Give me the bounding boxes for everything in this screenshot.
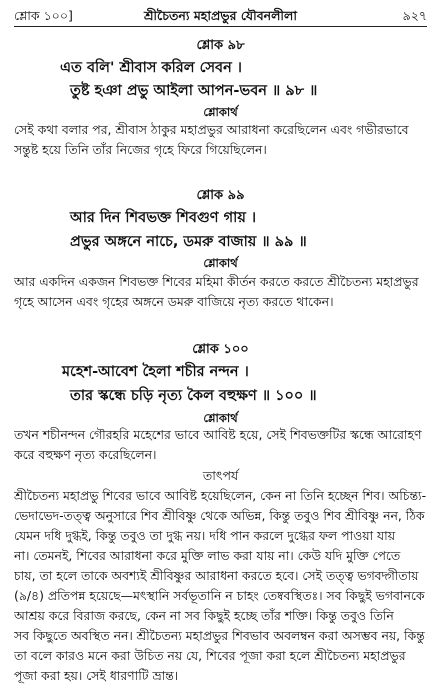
header-chapter-title: শ্রীচৈতন্য মহাপ্রভুর যৌবনলীলা <box>144 8 297 23</box>
translation-title-98: শ্লোকার্থ <box>203 105 238 119</box>
verse-100-line-2: তার স্কন্ধে চড়ি নৃত্য কৈল বহুক্ষণ ॥ ১০০ ॥ <box>70 388 317 404</box>
translation-100-line-2: করে বহুক্ষণ নৃত্য করেছিলেন। <box>14 447 157 462</box>
purport-line: সব কিছুতে অবস্থিত নন। শ্রীচৈতন্য মহাপ্রভুর শিবভাব অবলম্বন করা অসম্ভব নয়, কিন্তু <box>14 628 425 643</box>
purport-line: যেমন দধি দুগ্ধই, কিন্তু তবুও তা দুগ্ধ নয়। দধি পান করলে দুগ্ধের ফল পাওয়া যায় <box>14 528 396 543</box>
translation-99 <box>14 272 427 312</box>
translation-99-line-2: গৃহে আসেন এবং গৃহের অঙ্গনে ডমরু বাজিয়ে নৃত্য করতে থাকেন। <box>14 294 334 309</box>
translation-100-line-1: তখন শচীনন্দন গৌরহরি মহেশের ভাবে আবিষ্ট হয়ে, সেই শিবভক্তটির স্কন্ধে আরোহণ <box>14 427 422 442</box>
running-header <box>14 8 427 27</box>
shloka-title-98: শ্লোক ৯৮ <box>196 38 245 53</box>
purport-line: পূজা করা হয়। সেই ধারণাটি ভ্রান্ত। <box>14 668 179 683</box>
purport-body <box>14 486 427 686</box>
shloka-title-99: শ্লোক ৯৯ <box>196 188 245 203</box>
purport-line: না। তেমনই, শিবের আরাধনা করে মুক্তি লাভ করা যায় না। কেউ যদি মুক্তি পেতে <box>14 548 401 563</box>
verse-98-line-1: এত বলি' শ্রীবাস করিল সেবন । <box>60 60 242 76</box>
purport-title: তাৎপর্য <box>202 468 239 483</box>
translation-98 <box>14 120 427 160</box>
page-number: ৯২৭ <box>402 8 427 23</box>
header-verse-ref: শ্লোক ১০০] <box>14 8 73 23</box>
verse-99-line-1: আর দিন শিবভক্ত শিবগুণ গায় । <box>70 210 257 226</box>
verse-98-line-2: তুষ্ট হঞা প্রভু আইলা আপন-ভবন ॥ ৯৮ ॥ <box>70 83 318 99</box>
translation-title-100: শ্লোকার্থ <box>203 411 238 425</box>
translation-99-line-1: আর একদিন একজন শিবভক্ত শিবের মহিমা কীর্তন করতে করতে শ্রীচৈতন্য মহাপ্রভুর <box>14 274 419 289</box>
purport-line: চায়, তা হলে তাকে অবশ্যই শ্রীবিষ্ণুর আরাধনা করতে হবে। সেই তত্ত্ব ভগবদ্গীতায় <box>14 568 419 583</box>
translation-98-line-1: সেই কথা বলার পর, শ্রীবাস ঠাকুর মহাপ্রভুর আরাধনা করেছিলেন এবং গভীরভাবে <box>14 122 409 137</box>
translation-title-99: শ্লোকার্থ <box>203 256 238 270</box>
shloka-title-100: শ্লোক ১০০ <box>192 342 249 357</box>
purport-line: ভেদাভেদ-তত্ত্ব অনুসারে শিব শ্রীবিষ্ণু থেকে অভিন্ন, কিন্তু তবুও শিব শ্রীবিষ্ণু নন, ঠিক <box>14 508 425 523</box>
purport-line: (৯/৪) প্রতিপন্ন হয়েছে—মৎস্থানি সর্বভূতানি ন চাহং তেষ্ববস্থিতঃ। সব কিছুই ভগবানকে <box>14 588 425 603</box>
purport-line: আশ্রয় করে বিরাজ করছে, কেন না সব কিছুই হচ্ছে তাঁর শক্তি। কিন্তু তবুও তিনি <box>14 608 394 623</box>
purport-line: শ্রীচৈতন্য মহাপ্রভু শিবের ভাবে আবিষ্ট হয়েছিলেন, কেন না তিনি হচ্ছেন শিব। অচিন্ত্য- <box>14 488 427 503</box>
translation-100 <box>14 425 427 465</box>
purport-line: তা বলে কারও মনে করা উচিত নয় যে, শিবের পূজা করা হলে শ্রীচৈতন্য মহাপ্রভুর <box>14 648 406 663</box>
translation-98-line-2: সন্তুষ্ট হয়ে তিনি তাঁর নিজের গৃহে ফিরে গিয়েছিলেন। <box>14 142 267 157</box>
verse-100-line-1: মহেশ-আবেশ হৈলা শচীর নন্দন । <box>62 364 249 380</box>
verse-99-line-2: প্রভুর অঙ্গনে নাচে, ডমরু বাজায় ॥ ৯৯ ॥ <box>70 234 307 250</box>
